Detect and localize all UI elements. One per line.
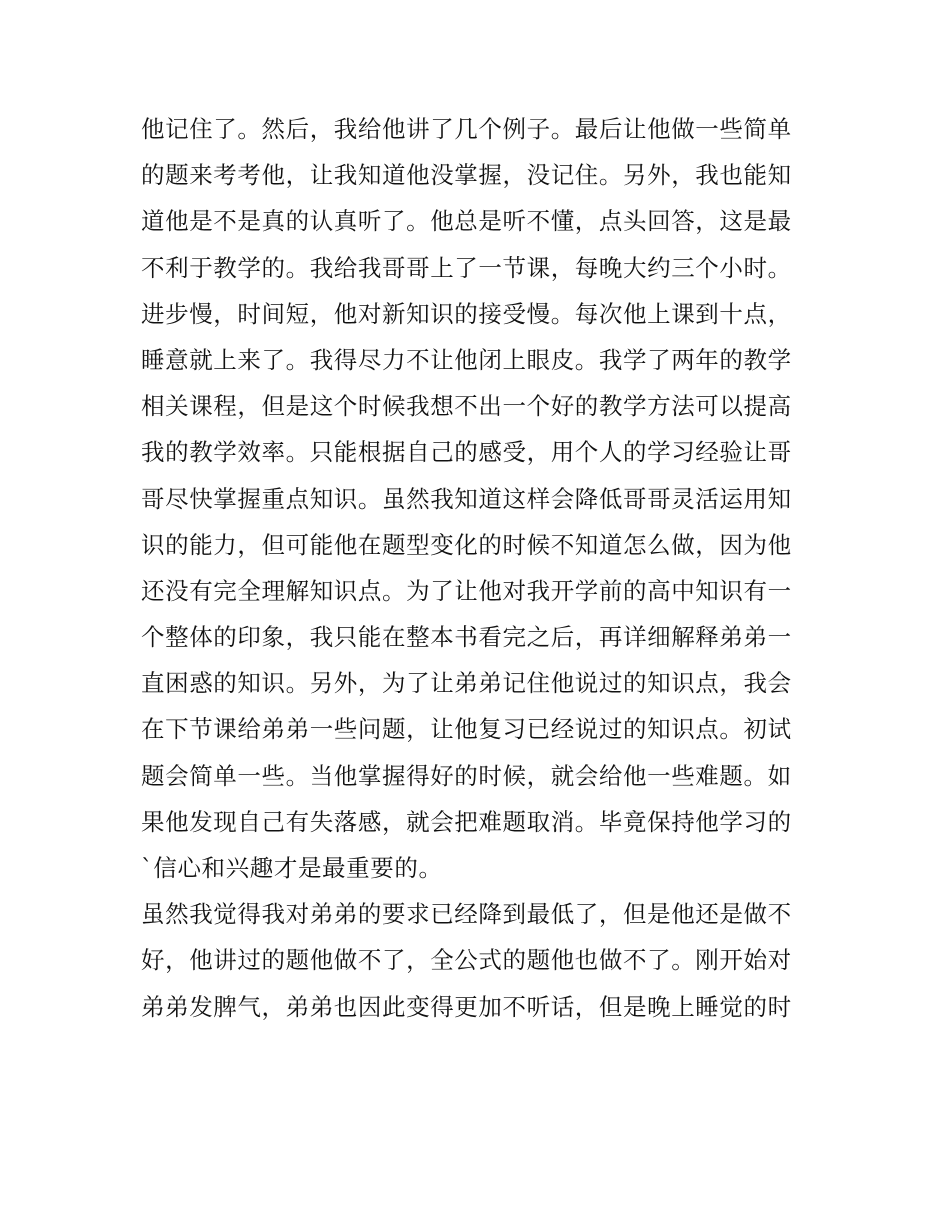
- text-line: 在下节课给弟弟一些问题，让他复习已经说过的知识点。初试: [141, 715, 792, 744]
- text-line: 虽然我觉得我对弟弟的要求已经降到最低了，但是他还是做不: [141, 900, 792, 929]
- text-line: 还没有完全理解知识点。为了让他对我开学前的高中知识有一: [141, 576, 792, 605]
- text-line: 题会简单一些。当他掌握得好的时候，就会给他一些难题。如: [141, 761, 792, 790]
- text-line: 他记住了。然后，我给他讲了几个例子。最后让他做一些简单: [141, 115, 792, 143]
- text-line: `信心和兴趣才是最重要的。: [141, 854, 443, 882]
- text-line: 相关课程，但是这个时候我想不出一个好的教学方法可以提高: [141, 392, 792, 421]
- text-line: 道他是不是真的认真听了。他总是听不懂，点头回答，这是最: [141, 207, 792, 236]
- text-line: 识的能力，但可能他在题型变化的时候不知道怎么做，因为他: [141, 530, 792, 559]
- text-line: 我的教学效率。只能根据自己的感受，用个人的学习经验让哥: [141, 438, 792, 467]
- text-line: 弟弟发脾气，弟弟也因此变得更加不听话，但是晚上睡觉的时: [141, 992, 792, 1021]
- text-line: 不利于教学的。我给我哥哥上了一节课，每晚大约三个小时。: [141, 253, 792, 282]
- text-line: 哥尽快掌握重点知识。虽然我知道这样会降低哥哥灵活运用知: [141, 484, 792, 513]
- text-line: 个整体的印象，我只能在整本书看完之后，再详细解释弟弟一: [141, 623, 792, 652]
- body-text: [141, 106, 821, 1030]
- text-line: 直困惑的知识。另外，为了让弟弟记住他说过的知识点，我会: [141, 669, 792, 698]
- text-line: 果他发现自己有失落感，就会把难题取消。毕竟保持他学习的: [141, 807, 792, 836]
- text-line: 进步慢，时间短，他对新知识的接受慢。每次他上课到十点，: [141, 299, 792, 328]
- text-line: 好，他讲过的题他做不了，全公式的题他也做不了。刚开始对: [141, 946, 792, 975]
- text-line: 的题来考考他，让我知道他没掌握，没记住。另外，我也能知: [141, 161, 792, 190]
- text-line: 睡意就上来了。我得尽力不让他闭上眼皮。我学了两年的教学: [141, 345, 792, 374]
